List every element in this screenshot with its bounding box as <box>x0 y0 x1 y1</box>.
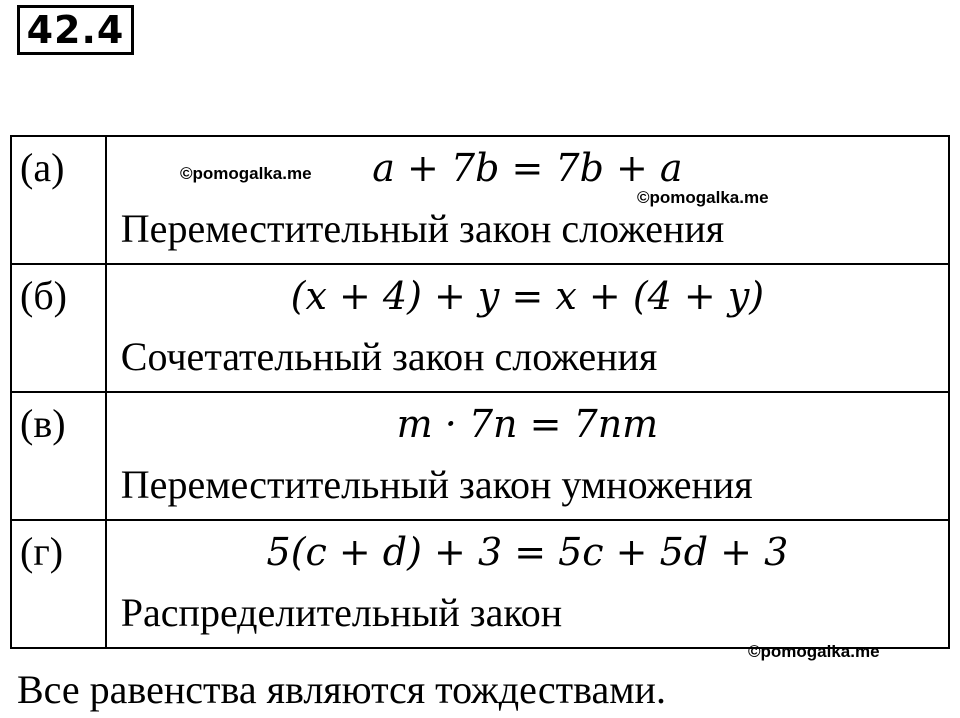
row-content-cell <box>106 136 949 264</box>
conclusion-text: Все равенства являются тождествами. <box>17 667 666 712</box>
law-name: Переместительный закон сложения <box>120 206 725 251</box>
row-label: (в) <box>20 401 66 446</box>
formula: m · 7n = 7nm <box>396 402 659 446</box>
row-label-cell <box>11 520 106 648</box>
row-label: (а) <box>20 145 65 190</box>
law-name: Переместительный закон умножения <box>120 462 753 507</box>
row-label: (б) <box>20 273 67 318</box>
table-row <box>11 392 949 520</box>
problem-number: 42.4 <box>17 5 134 55</box>
formula: (x + 4) + y = x + (4 + y) <box>290 274 765 318</box>
row-label-cell <box>11 392 106 520</box>
row-label-cell <box>11 136 106 264</box>
row-label-cell <box>11 264 106 392</box>
formula: 5(c + d) + 3 = 5c + 5d + 3 <box>266 530 789 574</box>
row-content-cell <box>106 264 949 392</box>
table-row <box>11 136 949 264</box>
row-content-cell <box>106 520 949 648</box>
watermark: ©pomogalka.me <box>180 164 312 183</box>
formula: a + 7b = 7b + a <box>372 146 683 190</box>
law-name: Сочетательный закон сложения <box>120 334 658 379</box>
watermark: ©pomogalka.me <box>748 642 880 661</box>
watermark: ©pomogalka.me <box>637 188 769 207</box>
table-row <box>11 520 949 648</box>
row-label: (г) <box>20 529 64 574</box>
table-row <box>11 264 949 392</box>
law-name: Распределительный закон <box>120 590 563 635</box>
row-content-cell <box>106 392 949 520</box>
solution-table <box>10 135 950 649</box>
